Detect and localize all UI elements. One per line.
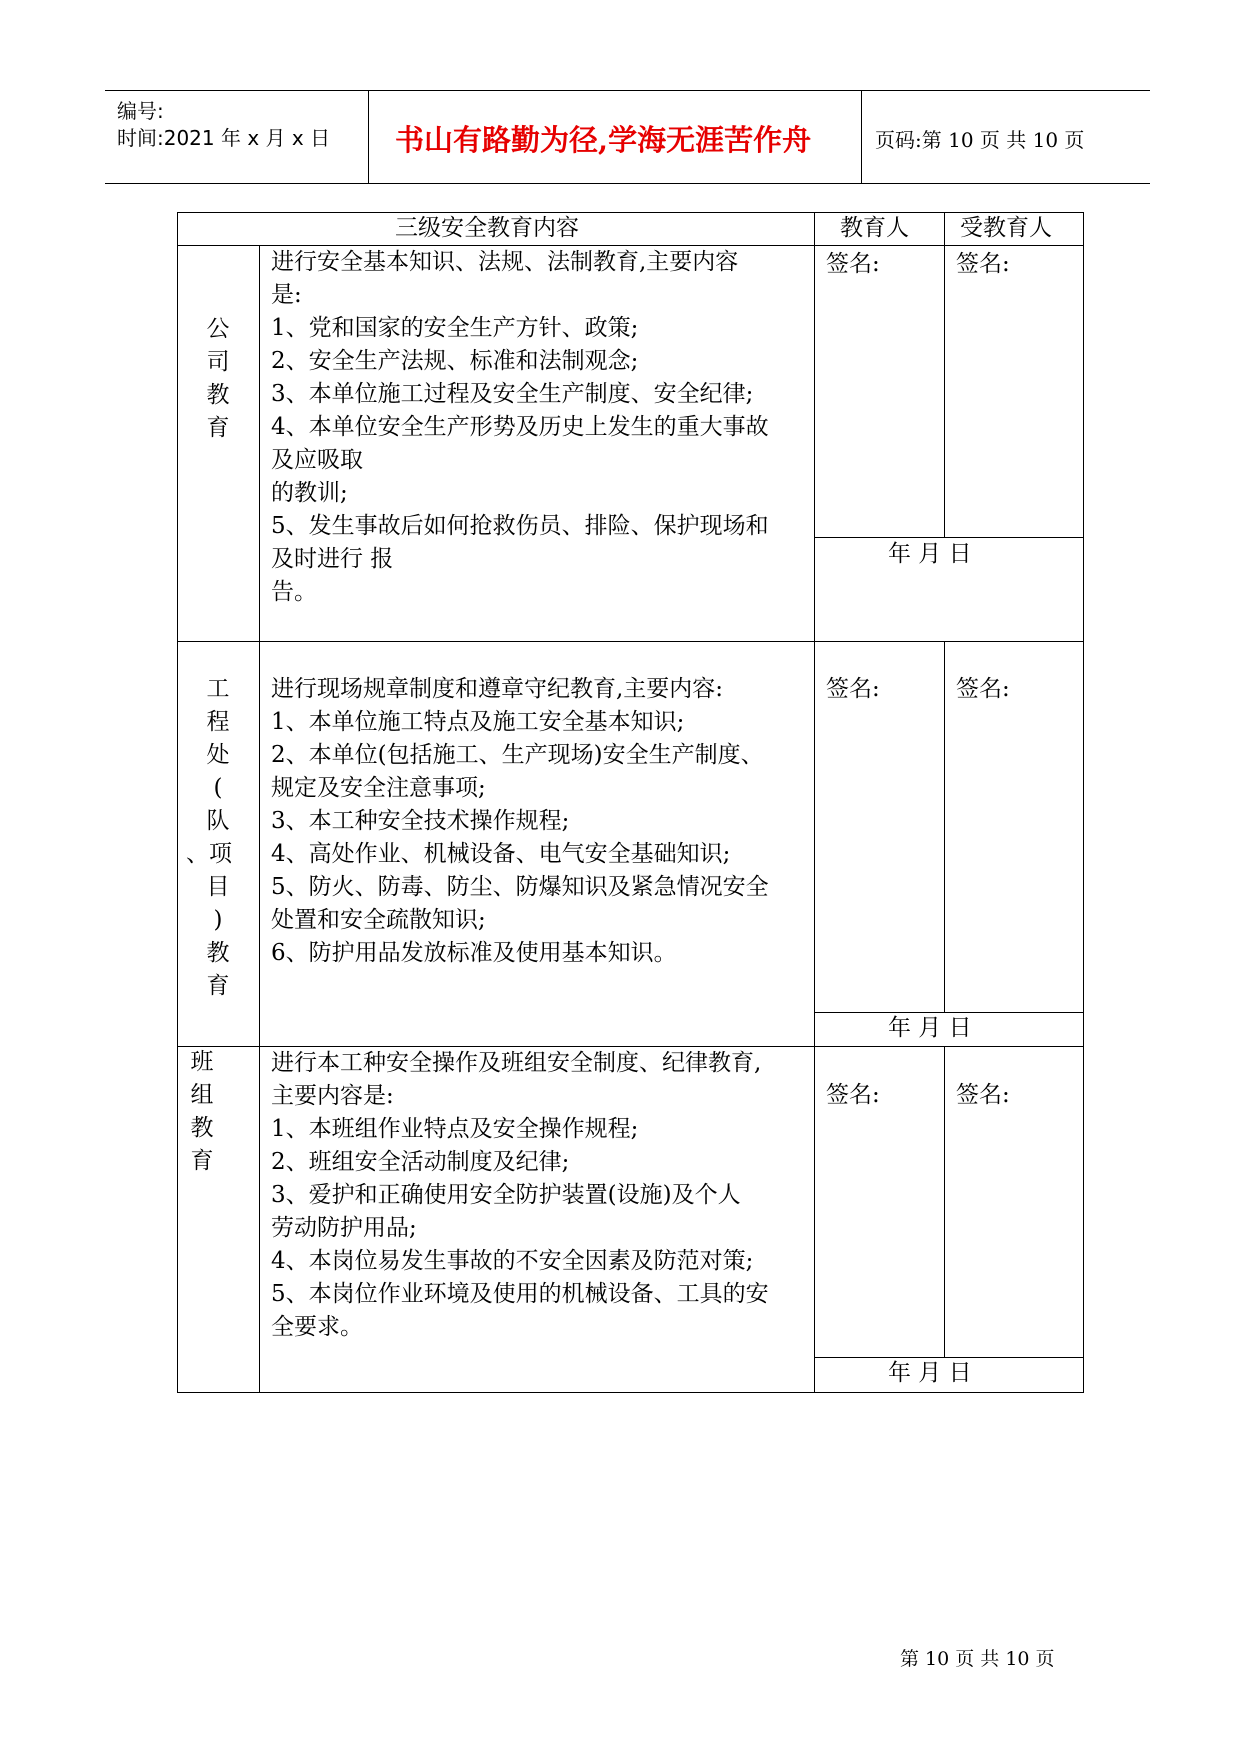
content-column-rule [814, 212, 815, 1393]
row1-educator-sign: 签名: [826, 251, 880, 277]
table-header-educator: 教育人 [840, 215, 909, 241]
header-divider-right [861, 90, 862, 183]
educator-column-rule-2 [944, 641, 945, 1012]
row1-bottom-rule [177, 641, 1084, 642]
row2-educator-sign: 签名: [826, 676, 880, 702]
row3-educatee-sign: 签名: [956, 1082, 1010, 1108]
header-time-label: 时间:2021 年 x 月 x 日 [117, 126, 331, 150]
row3-date: 年 月 日 [888, 1360, 972, 1386]
header-number-label: 编号: [117, 99, 164, 123]
row2-date: 年 月 日 [888, 1015, 972, 1041]
row2-category: 工 程 处 ( 队 、项 目 ) 教 育 [186, 676, 232, 999]
row3-category: 班 组 教 育 [190, 1049, 214, 1174]
row1-category: 公 司 教 育 [206, 316, 230, 441]
row2-educatee-sign: 签名: [956, 676, 1010, 702]
header-top-rule [105, 90, 1150, 91]
table-header-educatee: 受教育人 [960, 215, 1052, 241]
header-page-label: 页码:第 10 页 共 10 页 [875, 128, 1085, 152]
educator-column-rule-3 [944, 1046, 945, 1357]
row1-date: 年 月 日 [888, 541, 972, 567]
category-column-rule [259, 245, 260, 1393]
header-divider-left [368, 90, 369, 183]
header-bottom-rule [105, 183, 1150, 184]
row3-educator-sign: 签名: [826, 1082, 880, 1108]
row1-educatee-sign: 签名: [956, 251, 1010, 277]
footer-page-number: 第 10 页 共 10 页 [900, 1648, 1055, 1670]
header-motto: 书山有路勤为径,学海无涯苦作舟 [395, 123, 812, 157]
table-header-content: 三级安全教育内容 [395, 215, 579, 241]
educator-column-rule-1 [944, 212, 945, 537]
